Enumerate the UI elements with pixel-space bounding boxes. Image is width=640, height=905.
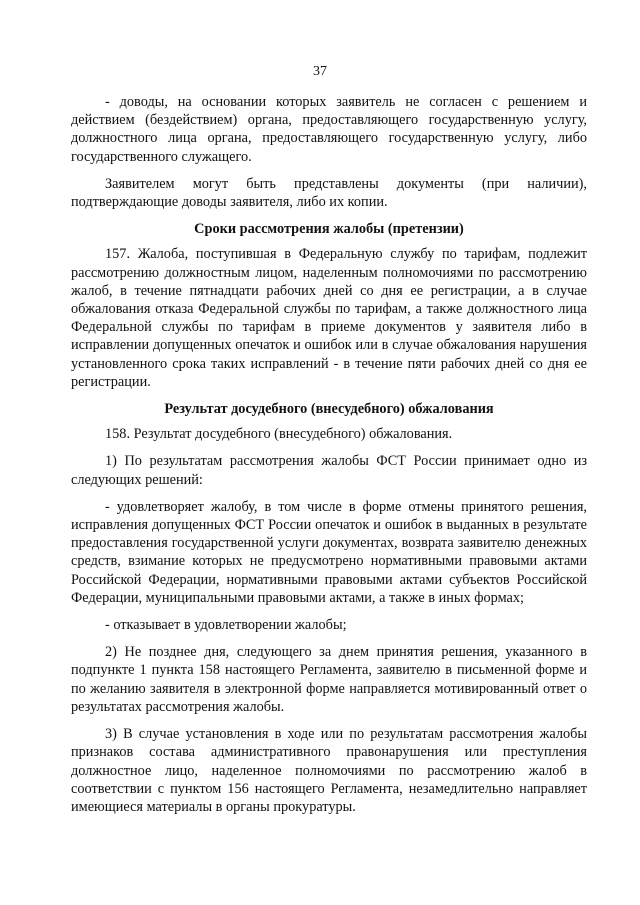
paragraph-158-3: 3) В случае установления в ходе или по результатам рассмотрения жалобы признаков состава административного правонарушения или преступления должностное лицо, наделенное полномочиями по рассмотрению жалоб в соответствии с пунктом 156 настоящего Регламента, незамедлительно направляет имеющиеся материалы в органы прокуратуры. [71, 726, 587, 815]
paragraph-documents: Заявителем могут быть представлены документы (при наличии), подтверждающие доводы заявителя, либо их копии. [71, 175, 587, 211]
paragraph-157: 157. Жалоба, поступившая в Федеральную службу по тарифам, подлежит рассмотрению должностным лицом, наделенным полномочиями по рассмотрению жалоб, в течение пятнадцати рабочих дней со дня ее регистрации, а в случае обжалования отказа Федеральной службы по тарифам, а также должностного лица Федеральной службы по тарифам в приеме документов у заявителя либо в исправлении допущенных опечаток и ошибок или в случае обжалования нарушения установленного срока таких исправлений - в течение пяти рабочих дней со дня ее регистрации. [71, 246, 587, 390]
section-heading-result: Результат досудебного (внесудебного) обжалования [164, 401, 494, 418]
paragraph-arguments: - доводы, на основании которых заявитель не согласен с решением и действием (бездействием) органа, предоставляющего государственную услугу, должностного лица органа, предоставляющего государственную услугу, либо государственного служащего. [71, 94, 587, 165]
document-body [71, 93, 587, 825]
paragraph-satisfy: - удовлетворяет жалобу, в том числе в форме отмены принятого решения, исправления допущенных ФСТ России опечаток и ошибок в выданных в результате предоставления государственной услуги документах, возврата заявителю денежных средств, взимание которых не предусмотрено нормативными правовыми актами Российской Федерации, нормативными правовыми актами субъектов Российской Федерации, муниципальными правовыми актами, а также в иных формах; [71, 498, 587, 606]
page-number: 37 [313, 64, 327, 79]
paragraph-refuse: - отказывает в удовлетворении жалобы; [105, 617, 347, 634]
paragraph-158: 158. Результат досудебного (внесудебного) обжалования. [105, 426, 453, 443]
paragraph-158-2: 2) Не позднее дня, следующего за днем принятия решения, указанного в подпункте 1 пункта 158 настоящего Регламента, заявителю в письменной форме и по желанию заявителя в электронной форме направляется мотивированный ответ о результатах рассмотрения жалобы. [71, 644, 587, 715]
paragraph-158-1: 1) По результатам рассмотрения жалобы ФСТ России принимает одно из следующих решений: [71, 453, 587, 488]
section-heading-terms: Сроки рассмотрения жалобы (претензии) [194, 221, 464, 238]
